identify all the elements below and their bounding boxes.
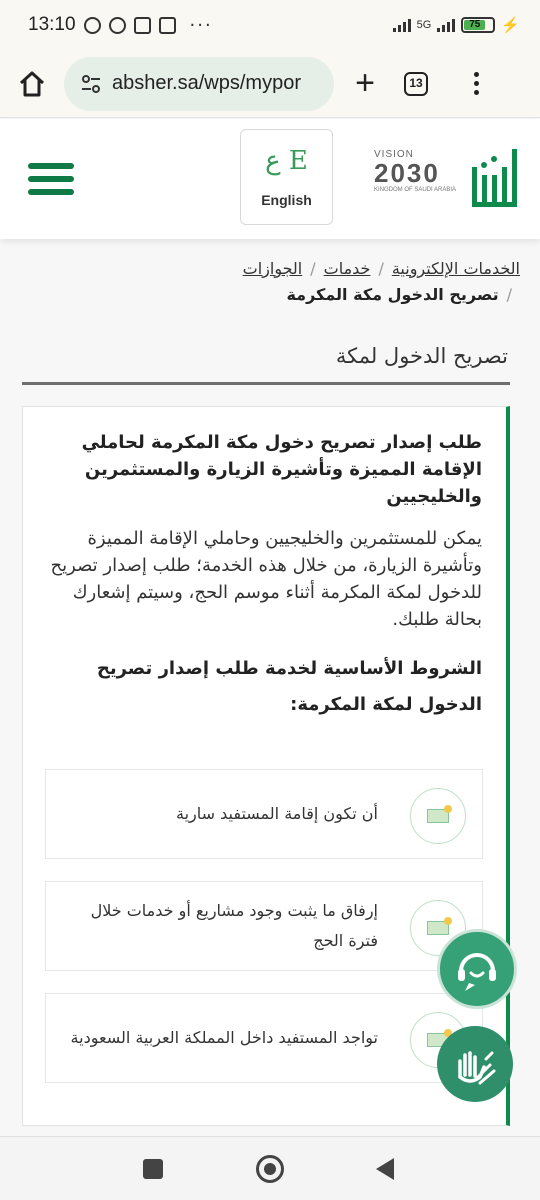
site-settings-icon[interactable] xyxy=(80,73,102,95)
breadcrumb-separator: / xyxy=(310,259,316,278)
signal-icon xyxy=(393,18,411,32)
back-button[interactable] xyxy=(376,1158,394,1180)
browser-menu-button[interactable] xyxy=(474,72,479,95)
condition-item xyxy=(45,993,483,1083)
breadcrumb-separator: / xyxy=(378,259,384,278)
absher-logo[interactable] xyxy=(470,145,520,211)
system-indicators xyxy=(393,16,520,34)
breadcrumb-link-services[interactable]: خدمات xyxy=(323,259,371,278)
site-header xyxy=(0,119,540,239)
browser-toolbar xyxy=(0,50,540,118)
battery-level: 75 xyxy=(464,20,485,30)
more-notifications-icon: ··· xyxy=(189,14,213,36)
tab-switcher-button[interactable]: 13 xyxy=(404,72,428,96)
vision-year: 2030 xyxy=(374,158,440,188)
document-check-icon xyxy=(427,921,449,935)
service-description: يمكن للمستثمرين والخليجيين وحاملي الإقامة المميزة وتأشيرة الزيارة، من خلال هذه الخدمة؛ طلب إصدار تصريح للدخول لمكة المكرمة أثناء موسم الحج، وسيتم إشعارك بحالة طلبك. xyxy=(50,528,482,630)
notification-icons xyxy=(84,15,213,36)
condition-text: أن تكون إقامة المستفيد سارية xyxy=(176,804,378,823)
network-type: 5G xyxy=(416,19,432,31)
condition-item xyxy=(45,881,483,971)
system-nav-bar xyxy=(0,1136,540,1200)
home-nav-button[interactable] xyxy=(256,1155,284,1183)
language-switch-button[interactable] xyxy=(240,129,333,225)
charging-icon: ⚡ xyxy=(501,17,520,34)
message-icon xyxy=(159,17,176,34)
new-tab-button[interactable]: + xyxy=(355,64,375,102)
signal-icon-2 xyxy=(437,18,455,32)
status-time: 13:10 xyxy=(28,14,76,35)
alarm-icon xyxy=(84,17,101,34)
chat-support-button[interactable] xyxy=(437,929,517,1009)
service-card xyxy=(22,406,510,1126)
battery-icon xyxy=(461,17,495,33)
condition-item xyxy=(45,769,483,859)
graduation-cap-icon xyxy=(134,17,151,34)
conditions-heading: الشروط الأساسية لخدمة طلب إصدار تصريح الدخول لمكة المكرمة: xyxy=(96,658,482,715)
breadcrumb-link-eservices[interactable]: الخدمات الإلكترونية xyxy=(391,259,520,278)
document-check-icon xyxy=(427,809,449,823)
status-bar xyxy=(0,0,540,50)
breadcrumb-current: تصريح الدخول مكة المكرمة xyxy=(286,285,499,304)
page-title: تصريح الدخول لمكة xyxy=(335,344,508,368)
breadcrumb-link-passports[interactable]: الجوازات xyxy=(242,259,303,278)
language-icon: ع E xyxy=(265,146,308,176)
vision-label: VISION xyxy=(374,149,414,160)
home-button[interactable] xyxy=(0,69,64,99)
home-icon xyxy=(17,69,47,99)
sign-language-icon xyxy=(450,1039,500,1089)
language-label: English xyxy=(261,192,312,208)
condition-text: تواجد المستفيد داخل المملكة العربية السعودية xyxy=(70,1028,378,1047)
service-title: طلب إصدار تصريح دخول مكة المكرمة لحاملي الإقامة المميزة وتأشيرة الزيارة والمستثمرين والخليجيين xyxy=(81,432,482,507)
breadcrumb xyxy=(20,256,520,308)
recent-apps-button[interactable] xyxy=(143,1159,163,1179)
hamburger-menu-button[interactable] xyxy=(28,163,74,195)
title-divider xyxy=(22,382,510,385)
url-text[interactable]: absher.sa/wps/mypor xyxy=(112,72,301,94)
condition-icon xyxy=(410,788,466,844)
vision-2030-logo xyxy=(374,149,464,209)
sign-language-button[interactable] xyxy=(437,1026,513,1102)
breadcrumb-separator: / xyxy=(506,285,512,304)
headset-chat-icon xyxy=(451,943,503,995)
condition-text: إرفاق ما يثبت وجود مشاريع أو خدمات خلال فترة الحج xyxy=(90,901,378,950)
vision-kingdom: KINGDOM OF SAUDI ARABIA xyxy=(374,187,457,193)
address-bar[interactable] xyxy=(64,57,334,111)
whatsapp-icon xyxy=(109,17,126,34)
